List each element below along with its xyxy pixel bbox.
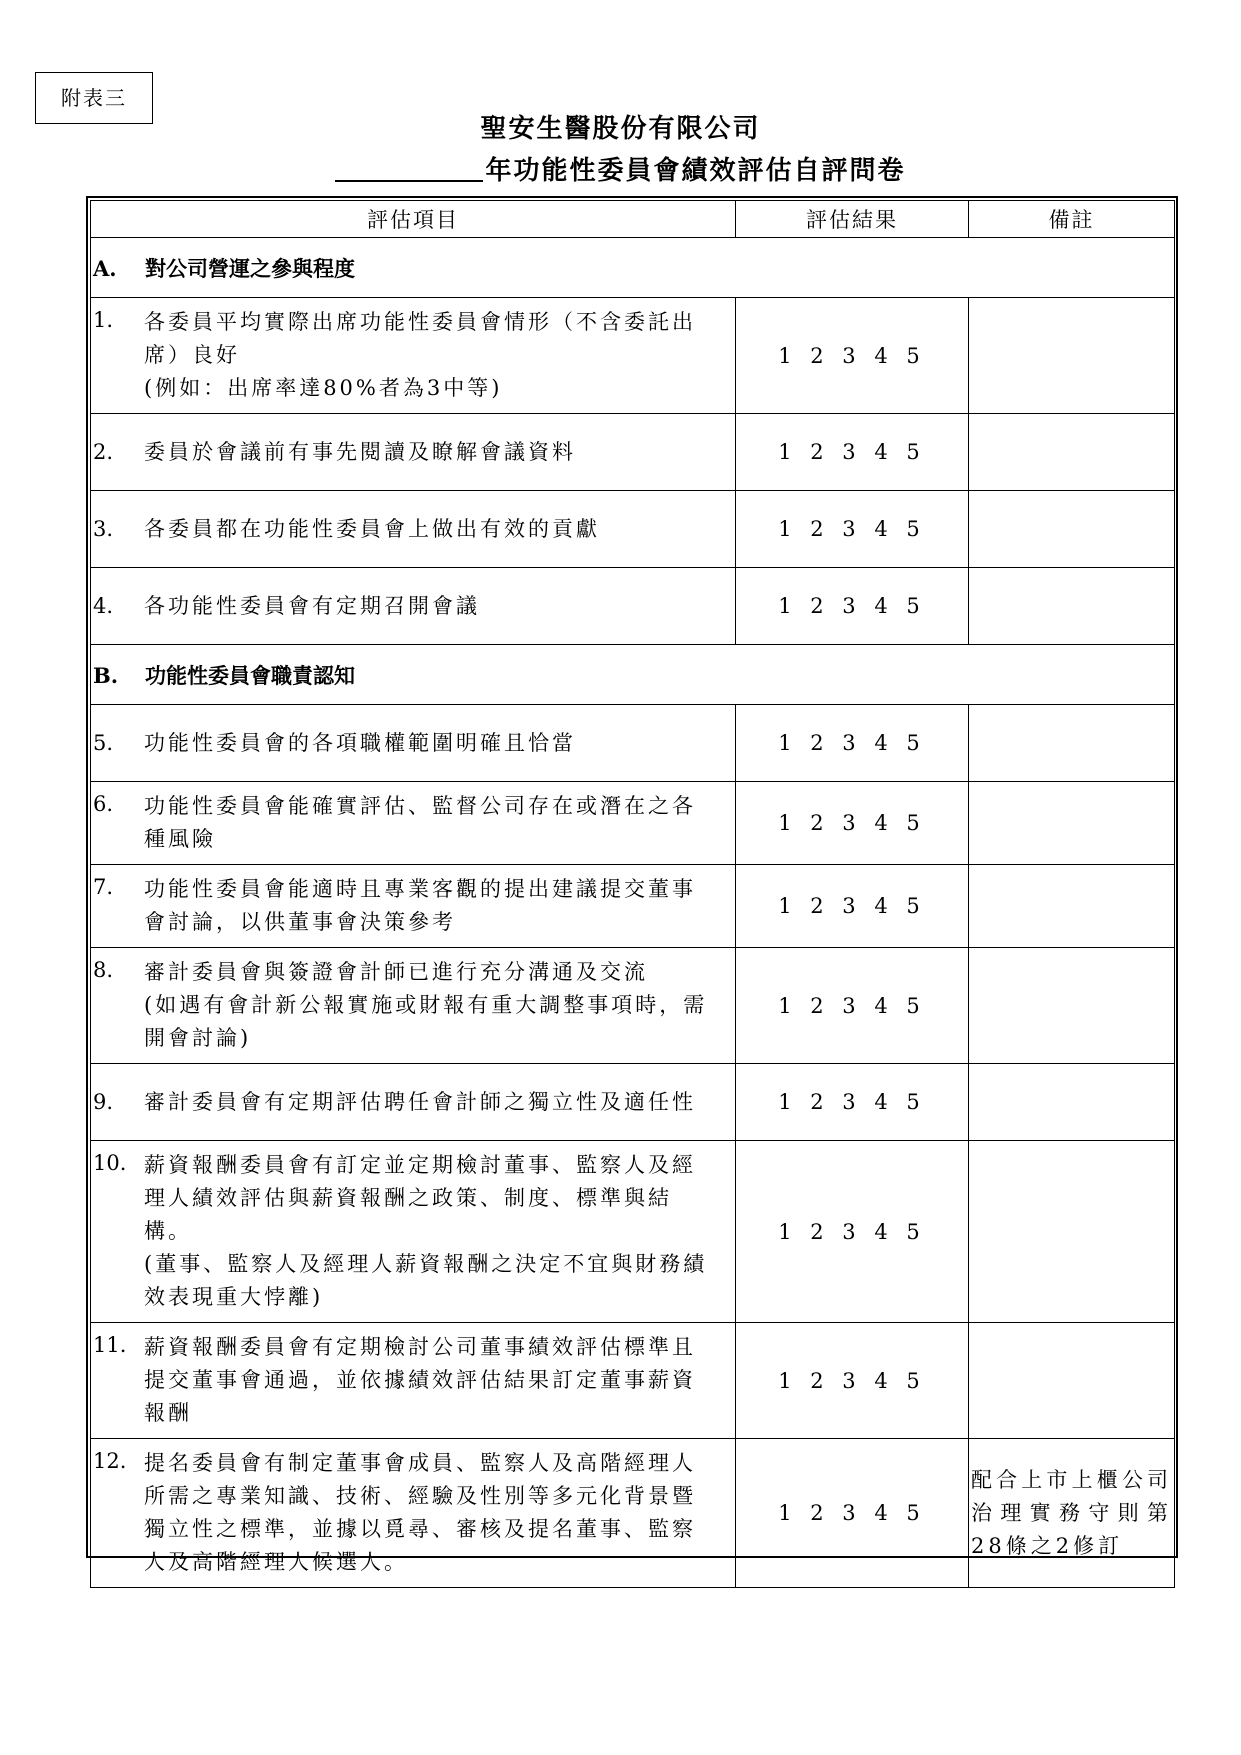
item-cell (91, 568, 736, 645)
item-text-line: 人及高階經理人候選人。 (144, 1550, 408, 1574)
item-text-line: 會討論，以供董事會決策參考 (144, 910, 456, 934)
item-text-line: 所需之專業知識、技術、經驗及性別等多元化背景暨 (144, 1484, 696, 1508)
year-blank[interactable] (335, 160, 483, 182)
item-cell (91, 491, 736, 568)
item-text (144, 1323, 729, 1438)
item-text (144, 1141, 729, 1322)
item-text-line: 效表現重大悖離) (144, 1285, 324, 1309)
item-number: 4. (93, 594, 114, 618)
item-text-line: 薪資報酬委員會有定期檢討公司董事績效評估標準且 (144, 1335, 696, 1359)
item-number: 8. (93, 958, 114, 982)
item-text-line: 理人績效評估與薪資報酬之政策、制度、標準與結 (144, 1186, 672, 1210)
section-row (91, 238, 1175, 298)
item-text-line: 各委員都在功能性委員會上做出有效的貢獻 (144, 516, 600, 541)
note-cell[interactable] (969, 491, 1175, 568)
item-text-line: 種風險 (144, 827, 216, 851)
table-row (91, 1064, 1175, 1141)
score-scale[interactable]: 1 2 3 4 5 (736, 298, 969, 414)
company-name: 聖安生醫股份有限公司 (480, 114, 761, 144)
section-letter: A. (93, 255, 117, 281)
score-scale[interactable]: 1 2 3 4 5 (736, 705, 969, 782)
header-result: 評估結果 (736, 201, 969, 238)
note-cell[interactable] (969, 414, 1175, 491)
item-text-line: (例如：出席率達80%者為3中等) (144, 376, 503, 400)
item-text-line: 功能性委員會的各項職權範圍明確且恰當 (144, 730, 576, 755)
item-text-line: 薪資報酬委員會有訂定並定期檢討董事、監察人及經 (144, 1153, 696, 1177)
table-row (91, 865, 1175, 948)
evaluation-table (90, 200, 1175, 1588)
item-cell (91, 1141, 736, 1323)
item-number: 6. (93, 792, 114, 816)
item-text-line: 報酬 (144, 1401, 192, 1425)
item-text (144, 436, 729, 469)
item-text (144, 1086, 729, 1119)
item-text (144, 727, 729, 760)
note-cell[interactable] (969, 948, 1175, 1064)
table-row (91, 1323, 1175, 1439)
item-number: 9. (93, 1090, 114, 1114)
score-scale[interactable]: 1 2 3 4 5 (736, 1141, 969, 1323)
note-cell[interactable] (969, 1141, 1175, 1323)
item-text (144, 1439, 729, 1587)
note-cell[interactable] (969, 865, 1175, 948)
item-cell (91, 705, 736, 782)
item-cell (91, 298, 736, 414)
table-row (91, 298, 1175, 414)
item-text-line: 提交董事會通過，並依據績效評估結果訂定董事薪資 (144, 1368, 696, 1392)
item-cell (91, 782, 736, 865)
score-scale[interactable]: 1 2 3 4 5 (736, 865, 969, 948)
title-text: 年功能性委員會績效評估自評問卷 (485, 156, 906, 186)
item-number: 1. (93, 308, 114, 332)
table-row (91, 948, 1175, 1064)
item-text-line: 獨立性之標準，並據以覓尋、審核及提名董事、監察 (144, 1517, 696, 1541)
item-cell (91, 414, 736, 491)
item-cell (91, 865, 736, 948)
table-row (91, 414, 1175, 491)
item-number: 12. (93, 1449, 127, 1473)
item-text (144, 865, 729, 947)
item-text-line: 席）良好 (144, 343, 240, 367)
table-row (91, 705, 1175, 782)
score-scale[interactable]: 1 2 3 4 5 (736, 782, 969, 865)
note-cell[interactable] (969, 568, 1175, 645)
note-cell[interactable] (969, 1064, 1175, 1141)
section-label: 功能性委員會職責認知 (145, 662, 355, 688)
table-row (91, 568, 1175, 645)
appendix-label: 附表三 (35, 72, 153, 124)
section-row (91, 645, 1175, 705)
note-cell[interactable] (969, 705, 1175, 782)
item-cell (91, 1323, 736, 1439)
section-title (91, 645, 1175, 705)
note-cell[interactable] (969, 1439, 1175, 1588)
table-row (91, 782, 1175, 865)
item-text-line: 各委員平均實際出席功能性委員會情形（不含委託出 (144, 310, 696, 334)
section-title (91, 238, 1175, 298)
score-scale[interactable]: 1 2 3 4 5 (736, 948, 969, 1064)
item-cell (91, 1064, 736, 1141)
item-cell (91, 948, 736, 1064)
item-text-line: 功能性委員會能適時且專業客觀的提出建議提交董事 (144, 877, 696, 901)
score-scale[interactable]: 1 2 3 4 5 (736, 414, 969, 491)
item-number: 10. (93, 1151, 127, 1175)
note-cell[interactable] (969, 782, 1175, 865)
item-text-line: 提名委員會有制定董事會成員、監察人及高階經理人 (144, 1451, 696, 1475)
note-cell[interactable] (969, 1323, 1175, 1439)
item-cell (91, 1439, 736, 1588)
item-text-line: (董事、監察人及經理人薪資報酬之決定不宜與財務績 (144, 1252, 708, 1276)
score-scale[interactable]: 1 2 3 4 5 (736, 491, 969, 568)
item-number: 2. (93, 440, 114, 464)
header-row (91, 201, 1175, 238)
item-number: 11. (93, 1333, 127, 1357)
section-letter: B. (93, 662, 119, 688)
table-row (91, 1439, 1175, 1588)
note-text: 配合上市上櫃公司治理實務守則第28條之2修訂 (971, 1467, 1172, 1558)
header-note: 備註 (969, 201, 1175, 238)
item-text-line: 審計委員會與簽證會計師已進行充分溝通及交流 (144, 960, 648, 984)
item-text-line: 各功能性委員會有定期召開會議 (144, 593, 480, 618)
item-number: 7. (93, 875, 114, 899)
item-text (144, 298, 729, 413)
item-number: 5. (93, 731, 114, 755)
item-text-line: 構。 (144, 1219, 192, 1243)
item-text (144, 513, 729, 546)
note-cell[interactable] (969, 298, 1175, 414)
item-text (144, 590, 729, 623)
section-label: 對公司營運之參與程度 (145, 255, 355, 281)
table-row (91, 491, 1175, 568)
item-text (144, 948, 729, 1063)
score-scale[interactable]: 1 2 3 4 5 (736, 1323, 969, 1439)
item-text-line: 委員於會議前有事先閱讀及瞭解會議資料 (144, 439, 576, 464)
item-text-line: 功能性委員會能確實評估、監督公司存在或潛在之各 (144, 794, 696, 818)
item-text-line: 開會討論) (144, 1026, 252, 1050)
score-scale[interactable]: 1 2 3 4 5 (736, 1439, 969, 1588)
page-title (0, 150, 1241, 187)
score-scale[interactable]: 1 2 3 4 5 (736, 1064, 969, 1141)
header-item: 評估項目 (91, 201, 736, 238)
table-row (91, 1141, 1175, 1323)
score-scale[interactable]: 1 2 3 4 5 (736, 568, 969, 645)
item-text-line: 審計委員會有定期評估聘任會計師之獨立性及適任性 (144, 1089, 696, 1114)
item-text (144, 782, 729, 864)
item-number: 3. (93, 517, 114, 541)
item-text-line: (如遇有會計新公報實施或財報有重大調整事項時，需 (144, 993, 708, 1017)
